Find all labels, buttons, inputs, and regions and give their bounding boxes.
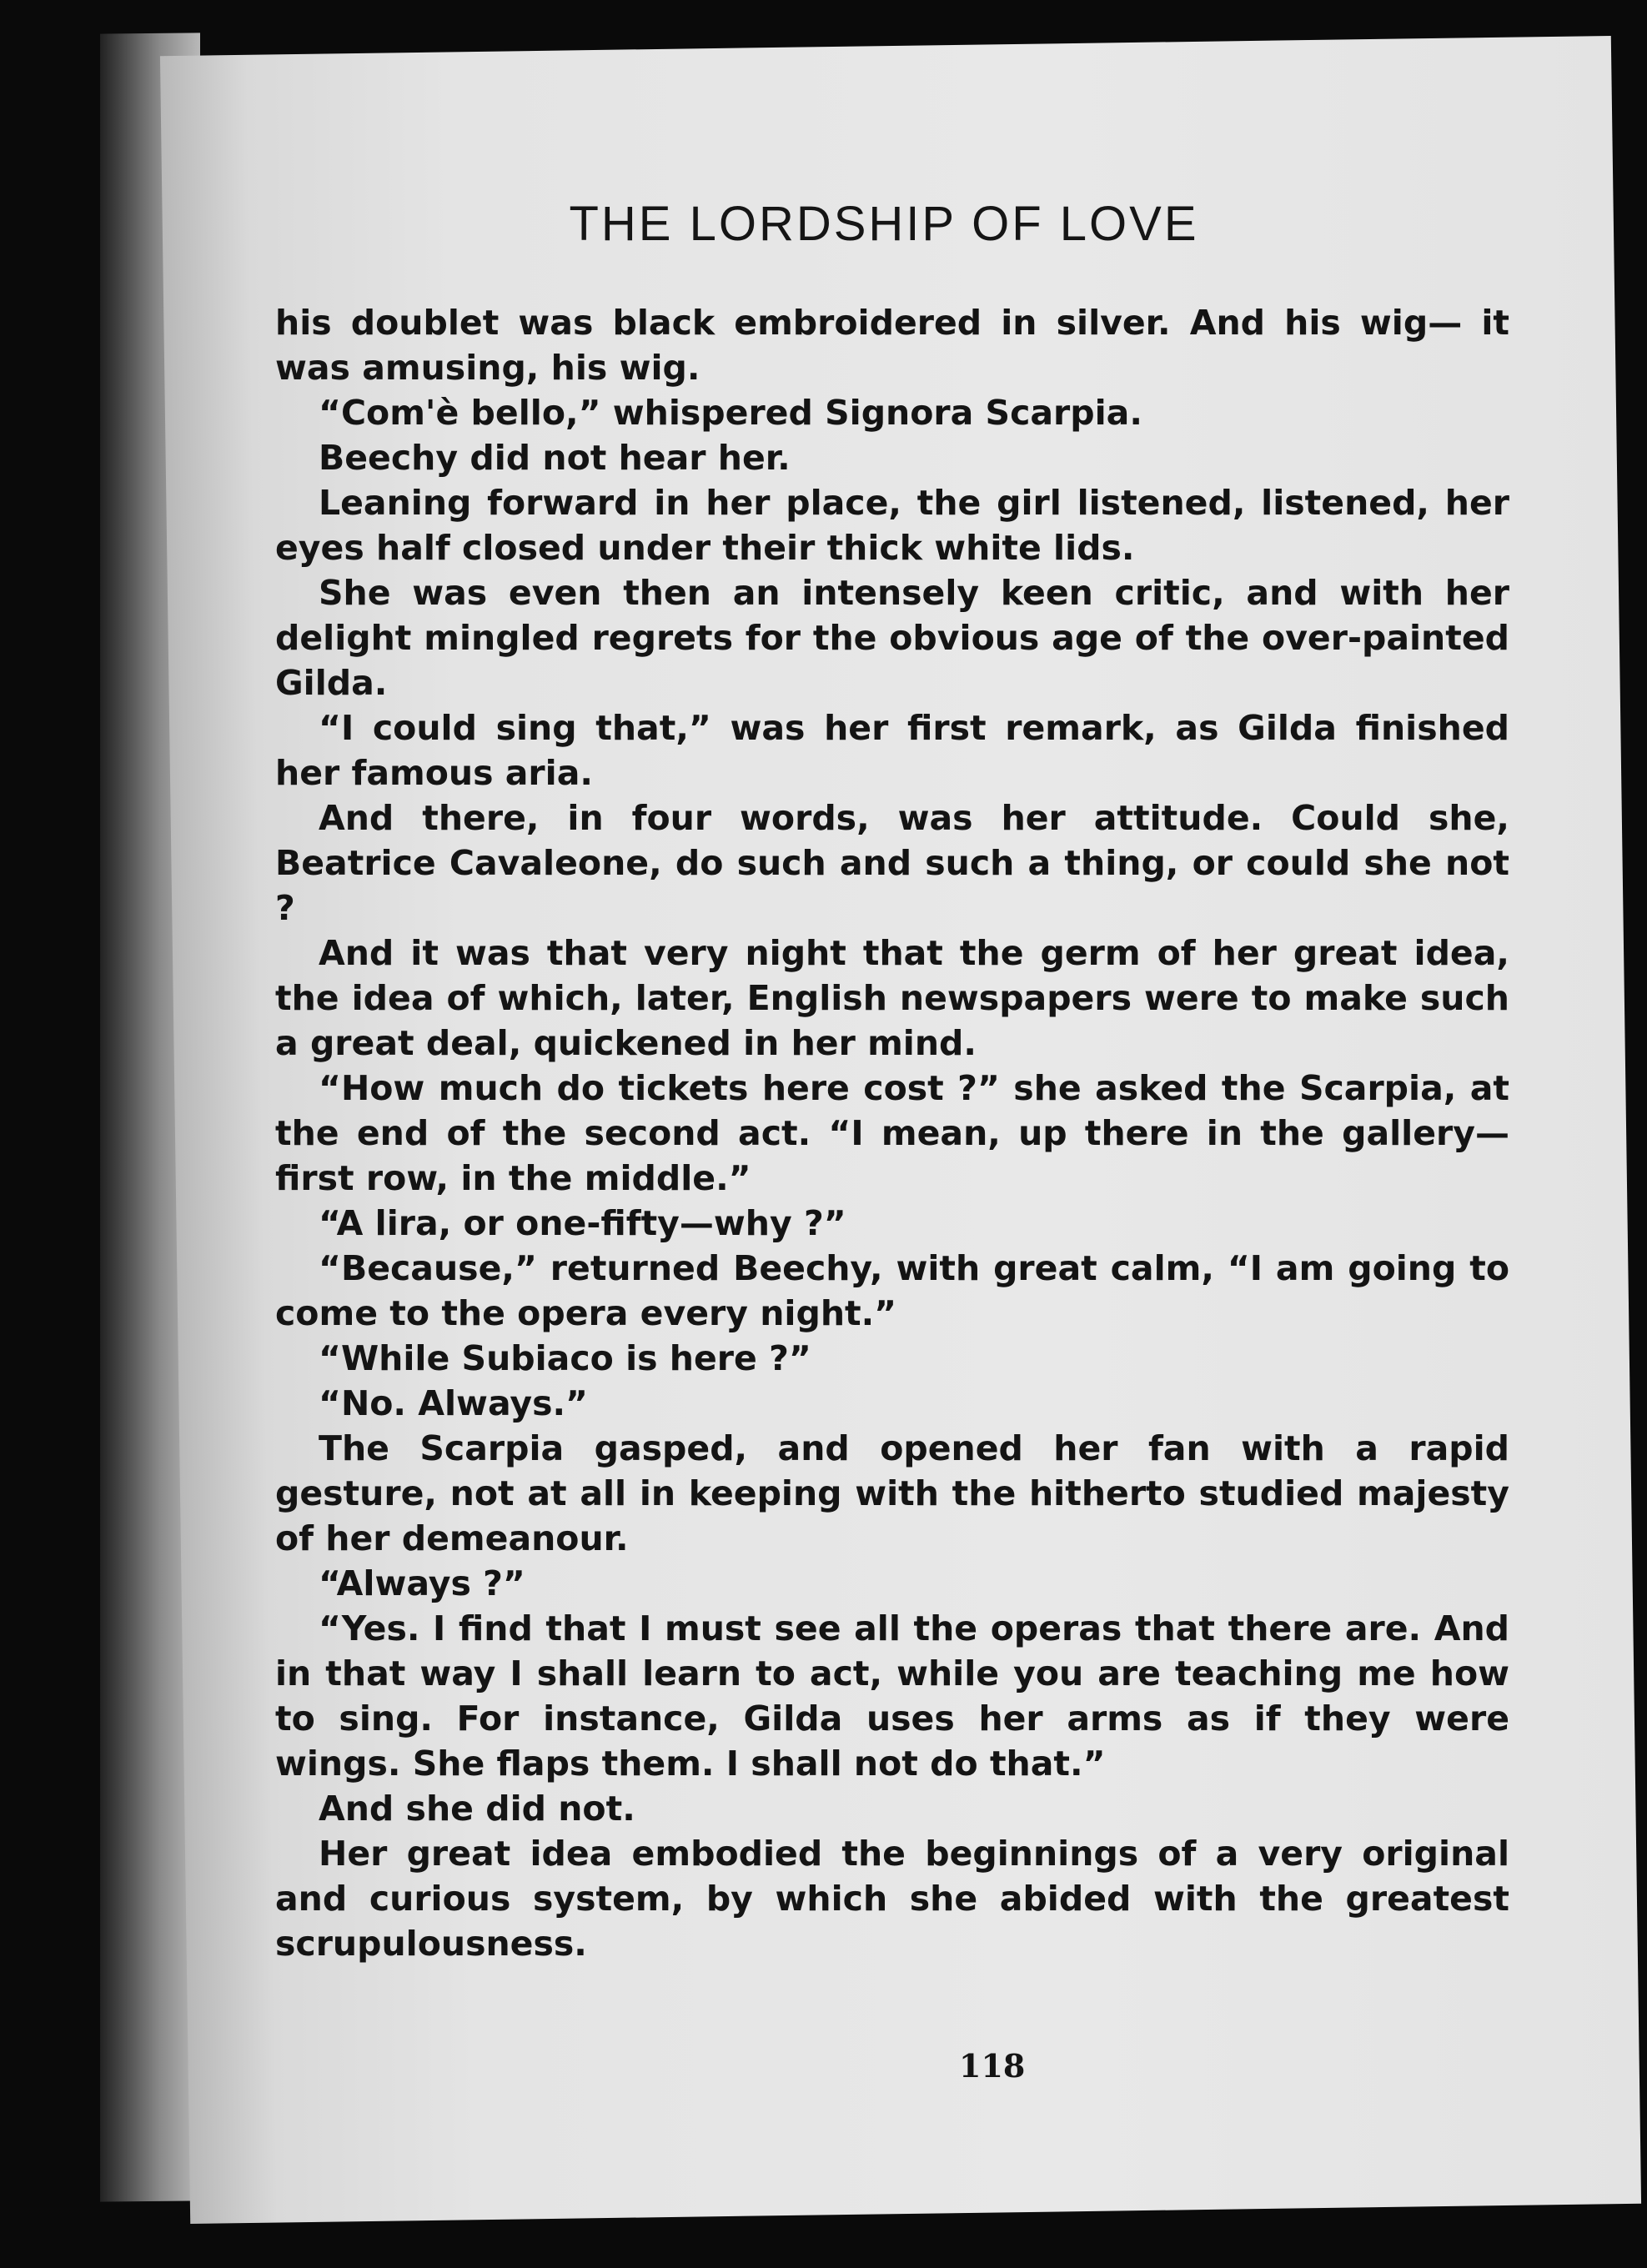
paragraph: And she did not. (319, 1789, 635, 1829)
paragraph: his doublet was black embroidered in silver. And his wig— it was amusing, his wig. (275, 303, 1509, 388)
paragraph: “How much do tickets here cost ?” she asked the Scarpia, at the end of the second act. “I mean, up there in the gallery—first row, in the middle.” (275, 1068, 1509, 1198)
paragraph: And it was that very night that the germ of her great idea, the idea of which, later, English newspapers were to make such a great deal, quickened in her mind. (275, 933, 1509, 1063)
paragraph: The Scarpia gasped, and opened her fan with a rapid gesture, not at all in keeping with the hitherto studied majesty of her demeanour. (275, 1428, 1509, 1558)
paragraph: “Yes. I find that I must see all the operas that there are. And in that way I shall learn to act, while you are teaching me how to sing. For instance, Gilda uses her arms as if they were wings. She flaps them. I shall not do that.” (275, 1608, 1509, 1784)
paragraph: “Because,” returned Beechy, with great calm, “I am going to come to the opera every night.” (275, 1248, 1509, 1333)
paragraph: Her great idea embodied the beginnings of a very original and curious system, by which she abided with the greatest scrupulousness. (275, 1834, 1509, 1964)
page-number: 118 (959, 2047, 1026, 2085)
paragraph: “I could sing that,” was her first remark, as Gilda finished her famous aria. (275, 708, 1509, 793)
paragraph: “Com'è bello,” whispered Signora Scarpia. (319, 393, 1142, 433)
running-head: THE LORDSHIP OF LOVE (569, 197, 1199, 251)
paragraph: Leaning forward in her place, the girl listened, listened, her eyes half closed under their thick white lids. (275, 483, 1509, 568)
paragraph: And there, in four words, was her attitude. Could she, Beatrice Cavaleone, do such and such a thing, or could she not ? (275, 798, 1509, 928)
paragraph: Beechy did not hear her. (319, 438, 791, 478)
paragraph: She was even then an intensely keen critic, and with her delight mingled regrets for the obvious age of the over-painted Gilda. (275, 573, 1509, 703)
body-text (275, 300, 1509, 1966)
paragraph: “No. Always.” (319, 1383, 588, 1423)
paragraph: “Always ?” (319, 1563, 525, 1603)
paragraph: “A lira, or one-fifty—why ?” (319, 1203, 846, 1243)
paragraph: “While Subiaco is here ?” (319, 1338, 811, 1378)
